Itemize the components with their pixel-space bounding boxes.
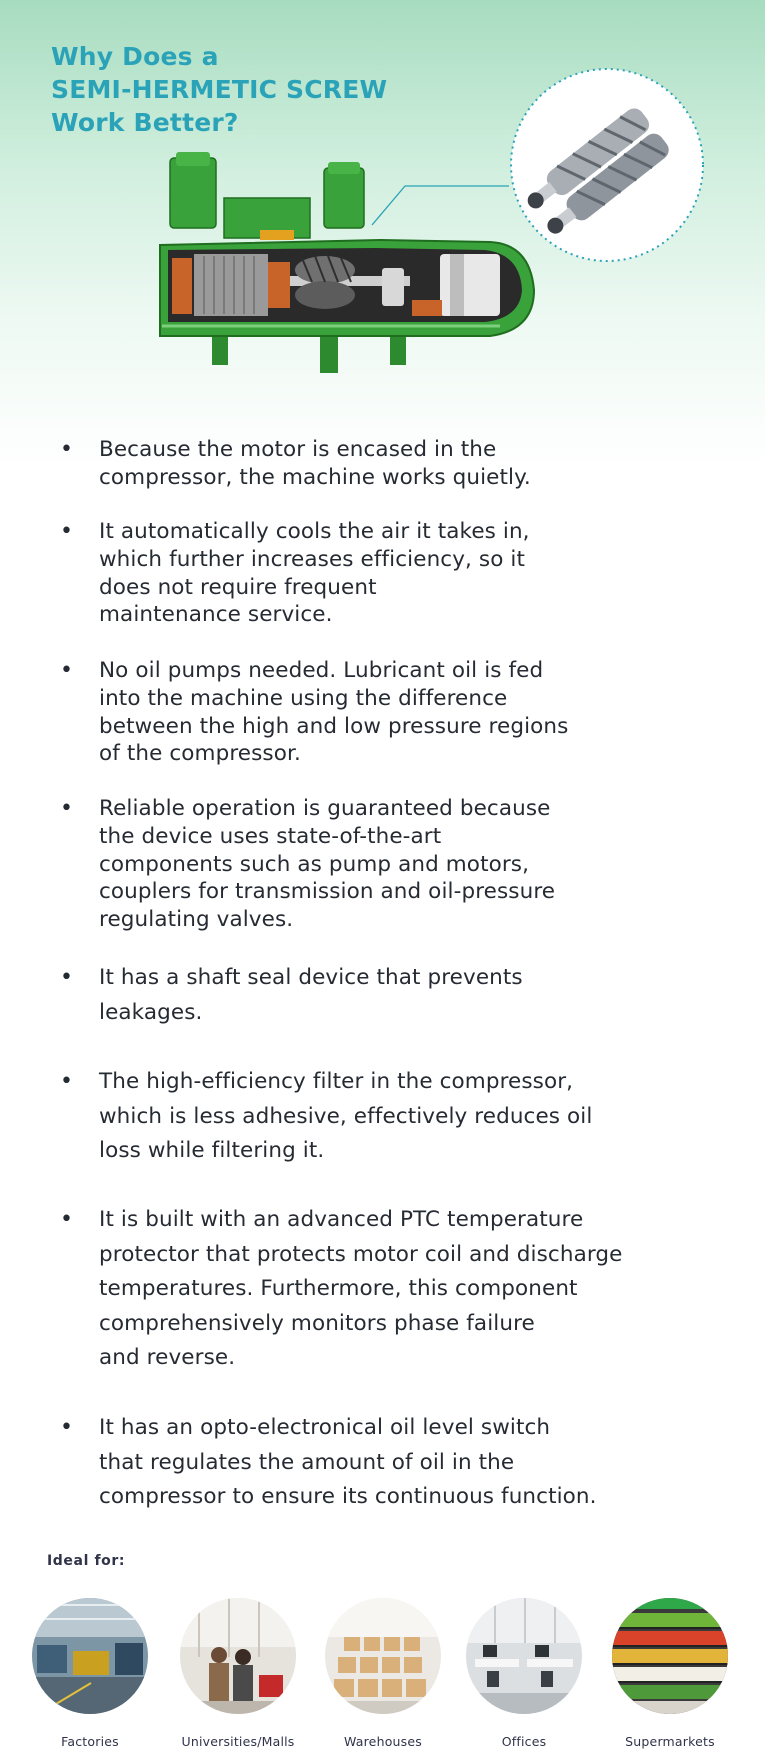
benefit-text: It has a shaft seal device that prevents leakages. [99,965,523,1025]
title-line: Work Better? [51,108,239,137]
benefit-text: It has an opto-electronical oil level switch that regulates the amount of oil in the compressor to ensure its continuous function. [99,1415,597,1509]
bullet-dot: • [60,1069,73,1094]
page-title [51,40,387,139]
ideal-for-label: Ideal for: [47,1553,126,1569]
warehouse-icon [324,1597,442,1715]
office-icon [465,1597,583,1715]
bullet-dot: • [60,1415,73,1440]
list-item [60,795,700,934]
ideal-item-label: Factories [61,1734,119,1749]
bullet-dot: • [60,1207,73,1232]
ideal-item-universities-malls [163,1597,313,1749]
ideal-item-label: Supermarkets [625,1734,715,1749]
ideal-item-factories [15,1597,165,1749]
supermarket-icon [611,1597,729,1715]
benefit-text: Because the motor is encased in the compressor, the machine works quietly. [99,437,531,490]
bullet-dot: • [60,658,73,683]
list-item [60,518,700,629]
list-item [60,961,700,1030]
factory-icon [31,1597,149,1715]
ideal-item-supermarkets [595,1597,745,1749]
ideal-item-label: Warehouses [344,1734,422,1749]
list-item [60,1411,700,1515]
ideal-item-offices [449,1597,599,1749]
list-item [60,436,700,492]
mall-icon [179,1597,297,1715]
ideal-item-label: Universities/Malls [181,1734,295,1749]
bullet-dot: • [60,519,73,544]
benefit-text: It is built with an advanced PTC temperature protector that protects motor coil and discharge temperatures. Furthermore, this component comprehensively monitors phase failure and reverse. [99,1207,623,1370]
screw-rotor-detail [509,67,705,263]
list-item [60,657,700,768]
title-line: SEMI-HERMETIC SCREW [51,75,388,104]
benefit-text: Reliable operation is guaranteed because the device uses state-of-the-art components such as pump and motors, couplers for transmission and oil-pressure regulating valves. [99,796,556,933]
bullet-dot: • [60,796,73,821]
compressor-illustration [150,150,540,380]
bullet-dot: • [60,437,73,462]
benefit-text: The high-efficiency filter in the compressor, which is less adhesive, effectively reduces oil loss while filtering it. [99,1069,593,1163]
bullet-dot: • [60,965,73,990]
ideal-item-label: Offices [501,1734,547,1749]
benefit-text: No oil pumps needed. Lubricant oil is fed into the machine using the difference between the high and low pressure regions of the compressor. [99,658,569,767]
list-item [60,1203,700,1376]
benefit-text: It automatically cools the air it takes in, which further increases efficiency, so it does not require frequent maintenance service. [99,519,530,628]
list-item [60,1065,700,1169]
title-line: Why Does a [51,42,219,71]
ideal-item-warehouses [308,1597,458,1749]
